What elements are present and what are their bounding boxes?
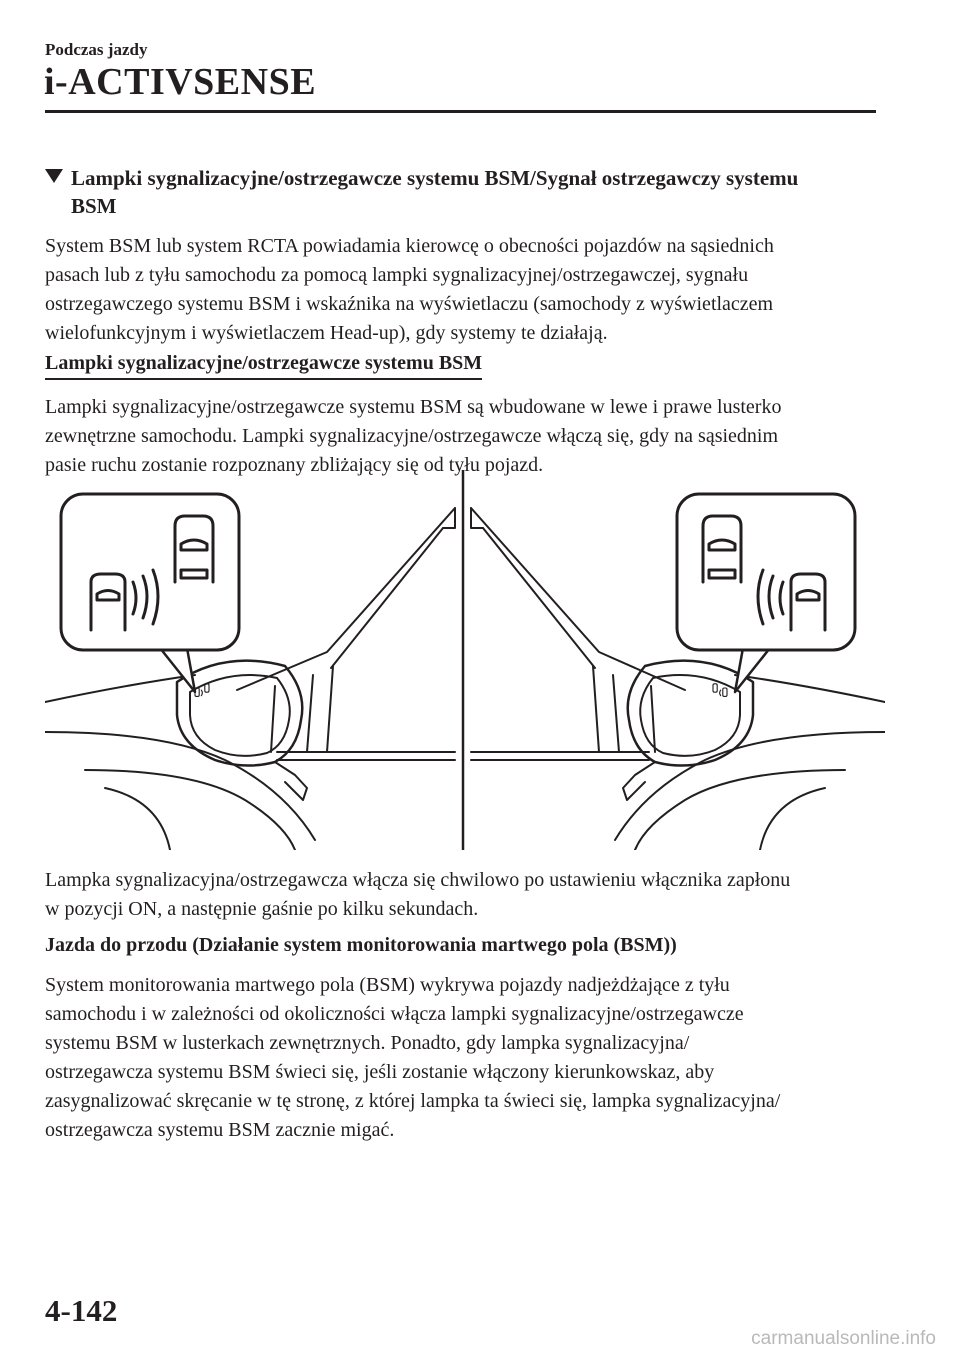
text-line: Lampka sygnalizacyjna/ostrzegawcza włącza się chwilowo po ustawieniu włącznika zapłonu xyxy=(45,869,791,891)
text-line: ostrzegawcza systemu BSM zacznie migać. xyxy=(45,1119,395,1141)
text-line: Lampki sygnalizacyjne/ostrzegawcze systemu BSM są wbudowane w lewe i prawe lusterko xyxy=(45,396,782,418)
text-line: zewnętrzne samochodu. Lampki sygnalizacyjne/ostrzegawcze włączą się, gdy na sąsiednim xyxy=(45,425,779,447)
right-mirror-scene xyxy=(471,494,885,850)
text-line: System BSM lub system RCTA powiadamia kierowcę o obecności pojazdów na sąsiednich xyxy=(45,235,774,257)
text-line: System monitorowania martwego pola (BSM) wykrywa pojazdy nadjeżdżające z tyłu xyxy=(45,974,730,996)
text-line: samochodu i w zależności od okoliczności włącza lampki sygnalizacyjne/ostrzegawcze xyxy=(45,1003,744,1025)
ignition-paragraph xyxy=(45,866,885,924)
bsm-lamps-paragraph xyxy=(45,393,885,480)
subheading-bsm-lamps: Lampki sygnalizacyjne/ostrzegawcze systemu BSM xyxy=(45,352,482,380)
mirror-illustration xyxy=(45,470,885,850)
text-line: ostrzegawcza systemu BSM świeci się, jeśli zostanie włączony kierunkowskaz, aby xyxy=(45,1061,715,1083)
text-line: systemu BSM w lusterkach zewnętrznych. Ponadto, gdy lampka sygnalizacyjna/ xyxy=(45,1032,690,1054)
text-line: ostrzegawczego systemu BSM i wskaźnika na wyświetlaczu (samochody z wyświetlaczem xyxy=(45,293,774,315)
text-line: wielofunkcyjnym i wyświetlaczem Head-up), gdy systemy te działają. xyxy=(45,322,608,344)
text-line: zasygnalizować skręcanie w tę stronę, z której lampka ta świeci się, lampka sygnalizacyjna/ xyxy=(45,1090,781,1112)
text-line: pasie ruchu zostanie rozpoznany zbliżający się od tyłu pojazd. xyxy=(45,454,544,476)
triangle-bullet-icon xyxy=(45,169,63,183)
section-heading-line2: BSM xyxy=(71,194,117,218)
watermark: carmanualsonline.info xyxy=(751,1328,936,1349)
left-mirror-scene xyxy=(45,494,455,850)
forward-driving-paragraph xyxy=(45,971,885,1145)
section-heading-line1: Lampki sygnalizacyjne/ostrzegawcze systemu BSM/Sygnał ostrzegawczy systemu xyxy=(71,166,799,190)
section-heading xyxy=(45,164,880,220)
section-label: Podczas jazdy xyxy=(45,40,148,59)
page-title: i-ACTIVSENSE xyxy=(44,61,317,103)
subheading-forward-driving: Jazda do przodu (Działanie system monitorowania martwego pola (BSM)) xyxy=(45,934,677,956)
text-line: w pozycji ON, a następnie gaśnie po kilku sekundach. xyxy=(45,898,479,920)
intro-paragraph xyxy=(45,232,885,348)
page-number: 4-142 xyxy=(45,1293,118,1328)
text-line: pasach lub z tyłu samochodu za pomocą lampki sygnalizacyjnej/ostrzegawczej, sygnału xyxy=(45,264,749,286)
header-divider xyxy=(45,110,876,113)
